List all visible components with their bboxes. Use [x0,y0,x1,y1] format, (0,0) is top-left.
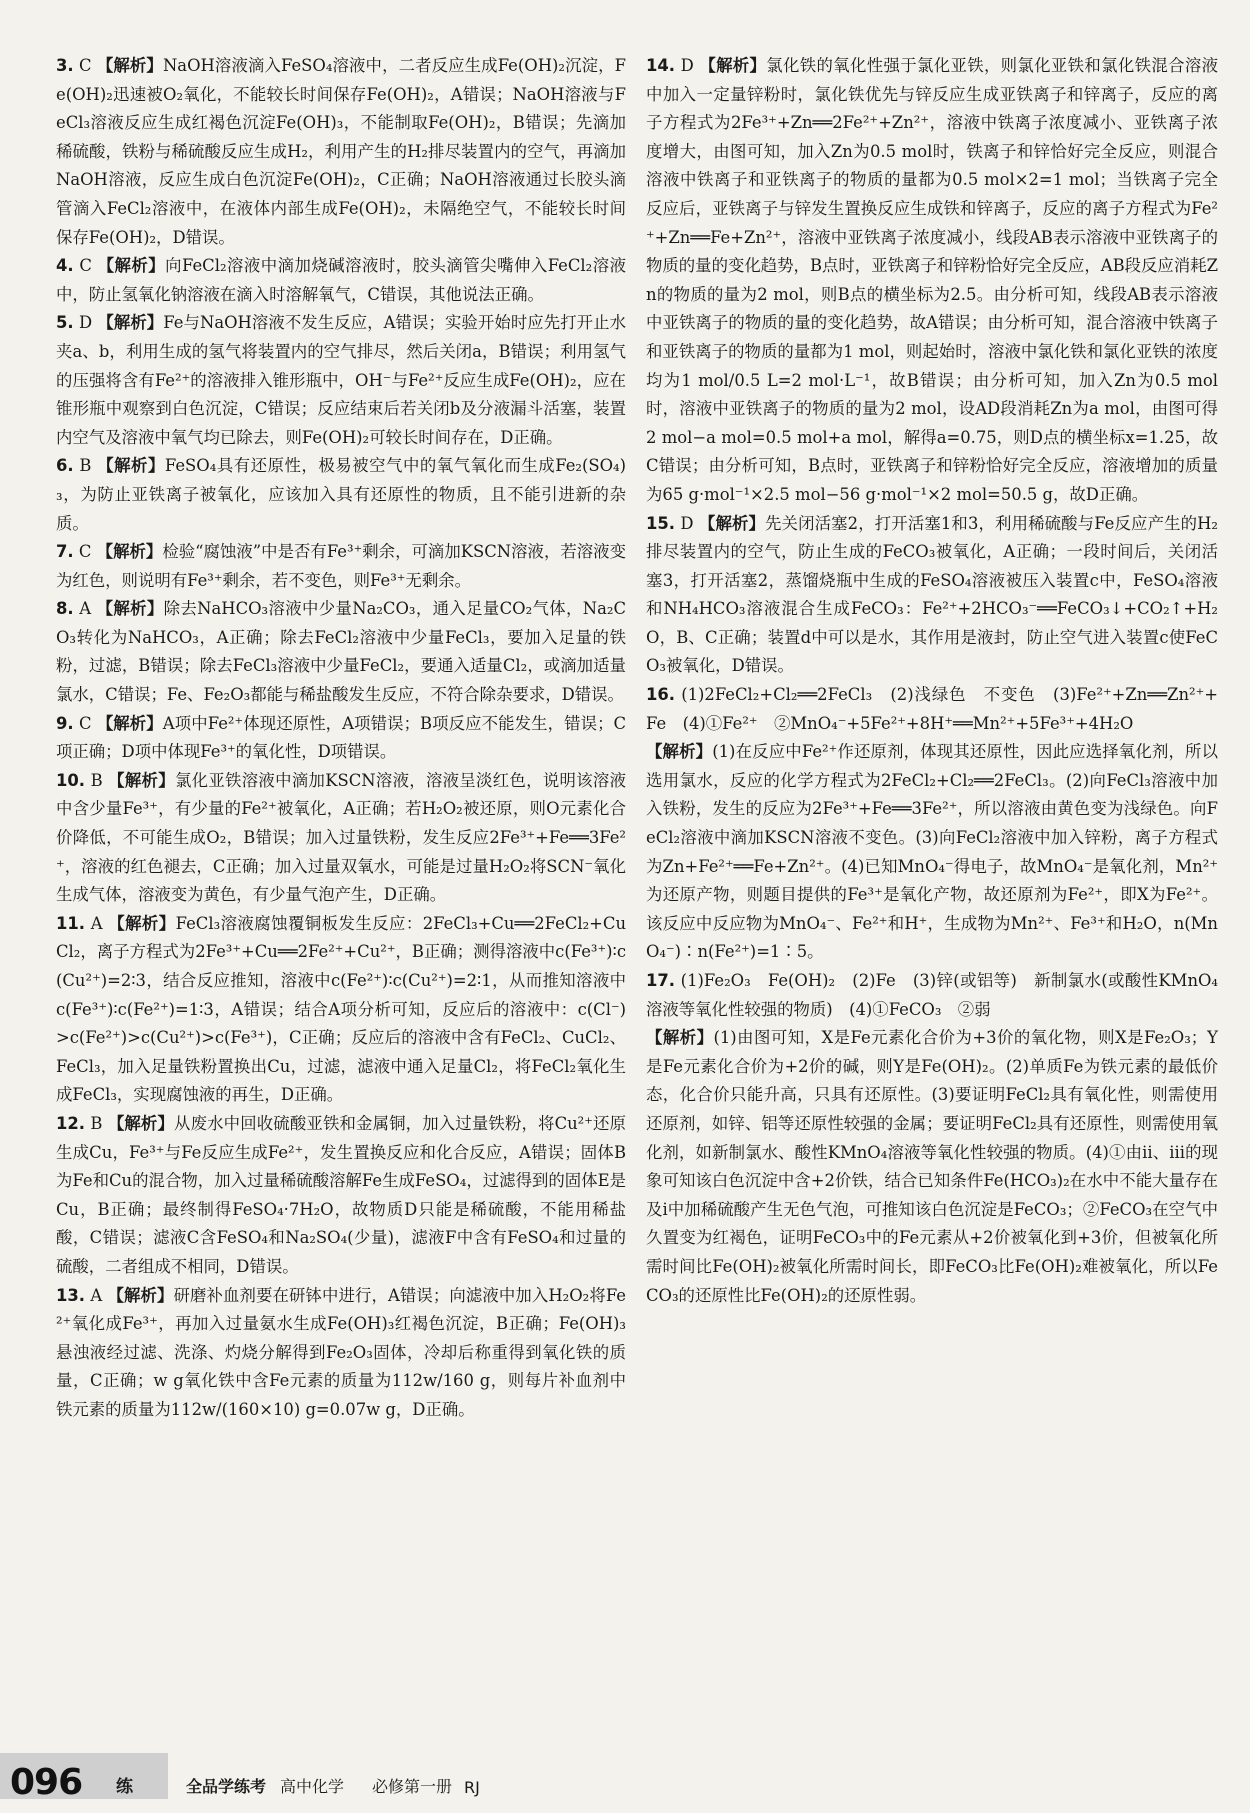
answer-item-15: 15. D 【解析】先关闭活塞2，打开活塞1和3，利用稀硫酸与Fe反应产生的H₂排尽装置内的空气，防止生成的FeCO₃被氧化，A正确；一段时间后，关闭活塞3，打开活塞2，蒸馏烧瓶中生成的FeSO₄溶液被压入装置c中，FeSO₄溶液和NH₄HCO₃溶液混合生成FeCO₃：Fe²⁺+2HCO₃⁻══FeCO₃↓+CO₂↑+H₂O，B、C正确；装置d中可以是水，其作用是液封，防止空气进入装置c使FeCO₃被氧化，D错误。 [646,513,1219,676]
answer-item-11: 11. A 【解析】FeCl₃溶液腐蚀覆铜板发生反应：2FeCl₃+Cu══2FeCl₂+CuCl₂，离子方程式为2Fe³⁺+Cu══2Fe²⁺+Cu²⁺，B正确；测得溶液中c(Fe³⁺)∶c(Cu²⁺)=2∶3，结合反应推知，溶液中c(Fe²⁺)∶c(Cu²⁺)=2∶1，从而推知溶液中c(Fe³⁺)∶c(Fe²⁺)=1∶3，A错误；结合A项分析可知，反应后的溶液中：c(Cl⁻)>c(Fe²⁺)>c(Cu²⁺)>c(Fe³⁺)，C正确；反应后的溶液中含有FeCl₂、CuCl₂、FeCl₃，加入足量铁粉置换出Cu，过滤，滤液中通入足量Cl₂，将FeCl₂氧化生成FeCl₃，实现腐蚀液的再生，D正确。 [56,913,627,1105]
answer-item-7: 7. C 【解析】检验“腐蚀液”中是否有Fe³⁺剩余，可滴加KSCN溶液，若溶液变为红色，则说明有Fe³⁺剩余，若不变色，则Fe³⁺无剩余。 [56,542,626,590]
page-footer [0,1751,1250,1813]
answer-item-17: 17. (1)Fe₂O₃ Fe(OH)₂ (2)Fe (3)锌(或铝等) 新制氯水(或酸性KMnO₄溶液等氧化性较强的物质) (4)①FeCO₃ ②弱 【解析】(1)由图可知，X是Fe元素化合价为+3价的氧化物，则X是Fe₂O₃；Y是Fe元素化合价为+2价的碱，则Y是Fe(OH)₂。(2)单质Fe为铁元素的最低价态，化合价只能升高，只具有还原性。(3)要证明FeCl₂具有氧化性，则需使用还原剂，如锌、铝等还原性较强的金属；要证明FeCl₂具有还原性，则需使用氧化剂，如新制氯水、酸性KMnO₄溶液等氧化性较强的物质。(4)①由ⅱ、ⅲ的现象可知该白色沉淀中含+2价铁，结合已知条件Fe(HCO₃)₂在水中不能大量存在及ⅰ中加稀硫酸产生无色气泡，可推知该白色沉淀是FeCO₃；②FeCO₃在空气中久置变为红褐色，证明FeCO₃中的Fe元素从+2价被氧化到+3价，但被氧化所需时间比Fe(OH)₂被氧化所需时间长，即FeCO₃比Fe(OH)₂难被氧化，所以FeCO₃的还原性比Fe(OH)₂的还原性弱。 [646,971,1219,1305]
answer-item-8: 8. A 【解析】除去NaHCO₃溶液中少量Na₂CO₃，通入足量CO₂气体，Na₂CO₃转化为NaHCO₃，A正确；除去FeCl₂溶液中少量FeCl₃，要加入足量的铁粉，过滤，B错误；除去FeCl₃溶液中少量FeCl₂，要通入适量Cl₂，或滴加适量氯水，C错误；Fe、Fe₂O₃都能与稀盐酸发生反应，不符合除杂要求，D错误。 [56,599,626,705]
subject-label: 高中化学 [280,1777,345,1796]
page-number: 096 [10,1762,83,1803]
answer-item-14: 14. D 【解析】氯化铁的氧化性强于氯化亚铁，则氯化亚铁和氯化铁混合溶液中加入一定量锌粉时，氯化铁优先与锌反应生成亚铁离子和锌离子，反应的离子方程式为2Fe³⁺+Zn══2Fe²⁺+Zn²⁺，溶液中铁离子浓度减小、亚铁离子浓度增大，由图可知，加入Zn为0.5 mol时，铁离子和锌恰好完全反应，则混合溶液中铁离子和亚铁离子的物质的量都为0.5 mol×2=1 mol；当铁离子完全反应后，亚铁离子与锌发生置换反应生成铁和锌离子，反应的离子方程式为Fe²⁺+Zn══Fe+Zn²⁺，溶液中亚铁离子浓度减小，线段AB表示溶液中亚铁离子的物质的量的变化趋势，B点时，亚铁离子和锌粉恰好完全反应，AB段反应消耗Zn的物质的量为2 mol，则B点的横坐标为2.5。由分析可知，线段AB表示溶液中亚铁离子的物质的量的变化趋势，故A错误；由分析可知，混合溶液中铁离子和亚铁离子的物质的量都为1 mol，则起始时，溶液中氯化铁和氯化亚铁的浓度均为1 mol/0.5 L=2 mol·L⁻¹，故B错误；由分析可知，加入Zn为0.5 mol时，溶液中亚铁离子的物质的量为2 mol，设AD段消耗Zn为a mol，由图可得2 mol−a mol=0.5 mol+a mol，解得a=0.75，则D点的横坐标x=1.25，故C错误；由分析可知，B点时，亚铁离子和锌粉恰好完全反应，溶液增加的质量为65 g·mol⁻¹×2.5 mol−56 g·mol⁻¹×2 mol=50.5 g，故D正确。 [646,56,1218,504]
answer-item-10: 10. B 【解析】氯化亚铁溶液中滴加KSCN溶液，溶液呈淡红色，说明该溶液中含少量Fe³⁺，有少量的Fe²⁺被氧化，A正确；若H₂O₂被还原，则O元素化合价降低，不可能生成O₂，B错误；加入过量铁粉，发生反应2Fe³⁺+Fe══3Fe²⁺，溶液的红色褪去，C正确；加入过量双氧水，可能是过量H₂O₂将SCN⁻氧化生成气体，溶液变为黄色，有少量气泡产生，D正确。 [56,770,627,905]
answer-item-3: 3. C 【解析】NaOH溶液滴入FeSO₄溶液中，二者反应生成Fe(OH)₂沉淀，Fe(OH)₂迅速被O₂氧化，不能较长时间保存Fe(OH)₂，A错误；NaOH溶液与FeCl₃溶液反应生成红褐色沉淀Fe(OH)₃，不能制取Fe(OH)₂，B错误；先滴加稀硫酸，铁粉与稀硫酸反应生成H₂，利用产生的H₂排尽装置内的空气，再滴加NaOH溶液，反应生成白色沉淀Fe(OH)₂，C正确；NaOH溶液通过长胶头滴管滴入FeCl₂溶液中，在液体内部生成Fe(OH)₂，未隔绝空气，不能较长时间保存Fe(OH)₂，D错误。 [56,56,627,247]
answer-item-16: 16. (1)2FeCl₂+Cl₂══2FeCl₃ (2)浅绿色 不变色 (3)Fe²⁺+Zn══Zn²⁺+Fe (4)①Fe²⁺ ②MnO₄⁻+5Fe²⁺+8H⁺══Mn²⁺+5Fe³⁺+4H₂O 【解析】(1)在反应中Fe²⁺作还原剂，体现其还原性，因此应选择氧化剂，所以选用氯水，反应的化学方程式为2FeCl₂+Cl₂══2FeCl₃。(2)向FeCl₃溶液中加入铁粉，发生的反应为2Fe³⁺+Fe══3Fe²⁺，所以溶液由黄色变为浅绿色。向FeCl₂溶液中滴加KSCN溶液不变色。(3)向FeCl₂溶液中加入锌粉，离子方程式为Zn+Fe²⁺══Fe+Zn²⁺。(4)已知MnO₄⁻得电子，故MnO₄⁻是氧化剂，Mn²⁺为还原产物，则题目提供的Fe³⁺是氧化产物，故还原剂为Fe²⁺，即X为Fe²⁺。该反应中反应物为MnO₄⁻、Fe²⁺和H⁺，生成物为Mn²⁺、Fe³⁺和H₂O，n(MnO₄⁻)∶n(Fe²⁺)=1∶5。 [646,685,1219,962]
answer-item-5: 5. D 【解析】Fe与NaOH溶液不发生反应，A错误；实验开始时应先打开止水夹a、b，利用生成的氢气将装置内的空气排尽，然后关闭a，B错误；利用氢气的压强将含有Fe²⁺的溶液排入锥形瓶中，OH⁻与Fe²⁺反应生成Fe(OH)₂，应在锥形瓶中观察到白色沉淀，C错误；反应结束后若关闭b及分液漏斗活塞，装置内空气及溶液中氧气均已除去，则Fe(OH)₂可较长时间存在，D正确。 [56,313,627,447]
answer-item-12: 12. B 【解析】从废水中回收硫酸亚铁和金属铜，加入过量铁粉，将Cu²⁺还原生成Cu，Fe³⁺与Fe反应生成Fe²⁺，发生置换反应和化合反应，A错误；固体B为Fe和Cu的混合物，加入过量稀硫酸溶解Fe生成FeSO₄，过滤得到的固体E是Cu，B正确；最终制得FeSO₄·7H₂O，故物质D只能是稀硫酸，不能用稀盐酸，C错误；滤液C含FeSO₄和Na₂SO₄(少量)，滤液F中含有FeSO₄和过量的硫酸，二者组成不相同，D错误。 [56,1113,626,1276]
right-column [646,52,1218,1310]
left-column [56,52,626,1425]
answer-item-6: 6. B 【解析】FeSO₄具有还原性，极易被空气中的氧气氧化而生成Fe₂(SO₄)₃，为防止亚铁离子被氧化，应该加入具有还原性的物质，且不能引进新的杂质。 [56,456,627,533]
answer-item-9: 9. C 【解析】A项中Fe²⁺体现还原性，A项错误；B项反应不能发生，错误；C项正确；D项中体现Fe³⁺的氧化性，D项错误。 [56,713,626,762]
book-title: 全品学练考 [186,1777,267,1796]
volume-label: 必修第一册 [372,1777,453,1796]
answer-item-13: 13. A 【解析】研磨补血剂要在研钵中进行，A错误；向滤液中加入H₂O₂将Fe²⁺氧化成Fe³⁺，再加入过量氨水生成Fe(OH)₃红褐色沉淀，B正确；Fe(OH)₃悬浊液经过滤、洗涤、灼烧分解得到Fe₂O₃固体，冷却后称重得到氧化铁的质量，C正确；w g氧化铁中含Fe元素的质量为112w/160 g，则每片补血剂中铁元素的质量为112w/(160×10) g=0.07w g，D正确。 [56,1285,627,1419]
practice-label: 练 [116,1777,133,1797]
answer-item-4: 4. C 【解析】向FeCl₂溶液中滴加烧碱溶液时，胶头滴管尖嘴伸入FeCl₂溶液中，防止氢氧化钠溶液在滴入时溶解氧气，C错误，其他说法正确。 [56,256,626,304]
edition-label: RJ [464,1778,480,1797]
